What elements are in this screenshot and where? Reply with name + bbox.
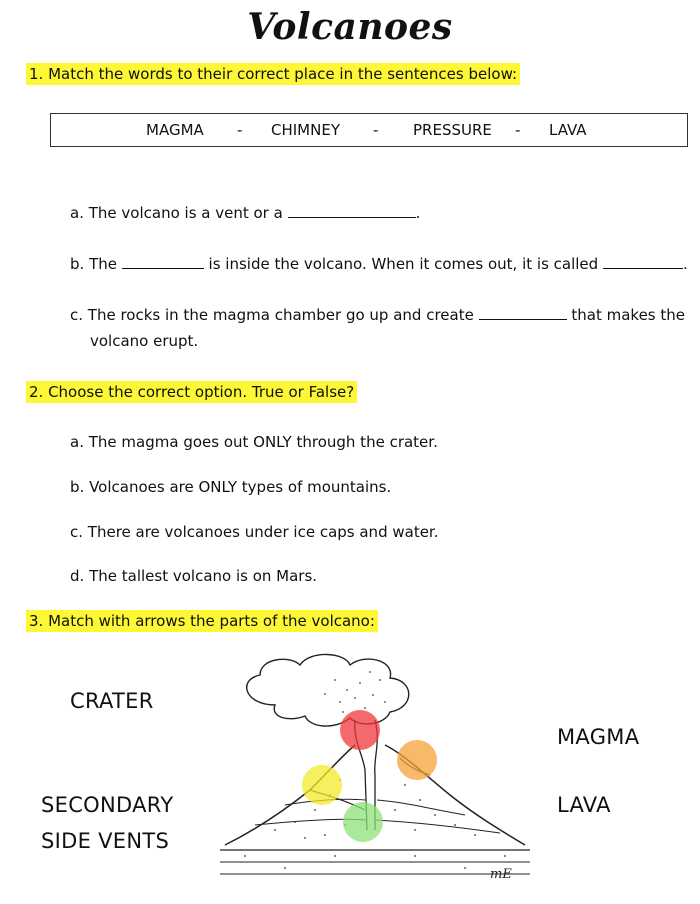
- statement-text: The tallest volcano is on Mars.: [89, 567, 318, 585]
- item-letter: b.: [70, 478, 85, 496]
- sentence-end: .: [682, 255, 688, 273]
- sentence-text: The: [89, 255, 117, 273]
- section-3-heading: 3. Match with arrows the parts of the volcano:: [26, 610, 378, 632]
- word-separator: -: [515, 121, 521, 139]
- label-secondary-side-vents-line2[interactable]: SIDE VENTS: [41, 829, 170, 853]
- item-letter: d.: [70, 567, 85, 585]
- answer-blank[interactable]: [288, 203, 416, 218]
- label-crater[interactable]: CRATER: [70, 689, 154, 713]
- signature: mE: [490, 867, 512, 882]
- label-lava[interactable]: LAVA: [557, 793, 611, 817]
- statement-b[interactable]: [70, 477, 391, 497]
- label-secondary-side-vents-line1[interactable]: SECONDARY: [41, 793, 174, 817]
- statement-text: There are volcanoes under ice caps and water.: [87, 523, 439, 541]
- label-magma[interactable]: MAGMA: [557, 725, 640, 749]
- section-1-heading: 1. Match the words to their correct place in the sentences below:: [26, 63, 520, 85]
- sentence-end: .: [415, 204, 421, 222]
- item-letter: c.: [70, 523, 84, 541]
- word-separator: -: [237, 121, 243, 139]
- answer-blank[interactable]: [603, 254, 683, 269]
- word-bank-item: PRESSURE: [413, 121, 492, 139]
- target-dot-red[interactable]: [340, 710, 380, 750]
- sentence-text: The volcano is a vent or a: [88, 204, 283, 222]
- cloud-stipple: [324, 671, 386, 713]
- statement-c[interactable]: [70, 522, 438, 542]
- sentence-text: The rocks in the magma chamber go up and create: [87, 306, 474, 324]
- statement-d[interactable]: [70, 566, 317, 586]
- target-dot-green[interactable]: [343, 802, 383, 842]
- volcano-diagram: [215, 650, 535, 895]
- item-letter: a.: [70, 204, 84, 222]
- target-dot-yellow[interactable]: [302, 765, 342, 805]
- statement-a[interactable]: [70, 432, 438, 452]
- section-2-heading: 2. Choose the correct option. True or False?: [26, 381, 357, 403]
- word-bank-item: CHIMNEY: [271, 121, 340, 139]
- answer-blank[interactable]: [479, 305, 567, 320]
- item-letter: c.: [70, 306, 84, 324]
- word-bank-item: MAGMA: [146, 121, 204, 139]
- item-letter: a.: [70, 433, 84, 451]
- target-dot-orange[interactable]: [397, 740, 437, 780]
- sentence-text: is inside the volcano. When it comes out, it is called: [208, 255, 599, 273]
- page-title: Volcanoes: [247, 6, 453, 48]
- statement-text: Volcanoes are ONLY types of mountains.: [89, 478, 392, 496]
- statement-text: The magma goes out ONLY through the crater.: [88, 433, 438, 451]
- sentence-c: [70, 305, 685, 325]
- sentence-b: [70, 254, 688, 274]
- word-bank: [50, 113, 688, 147]
- item-letter: b.: [70, 255, 85, 273]
- sentence-c-continued: volcano erupt.: [90, 332, 199, 350]
- sentence-a: [70, 203, 420, 223]
- word-separator: -: [373, 121, 379, 139]
- word-bank-item: LAVA: [549, 121, 587, 139]
- eruption-cloud: [247, 654, 409, 726]
- answer-blank[interactable]: [122, 254, 204, 269]
- sentence-text: that makes the: [571, 306, 686, 324]
